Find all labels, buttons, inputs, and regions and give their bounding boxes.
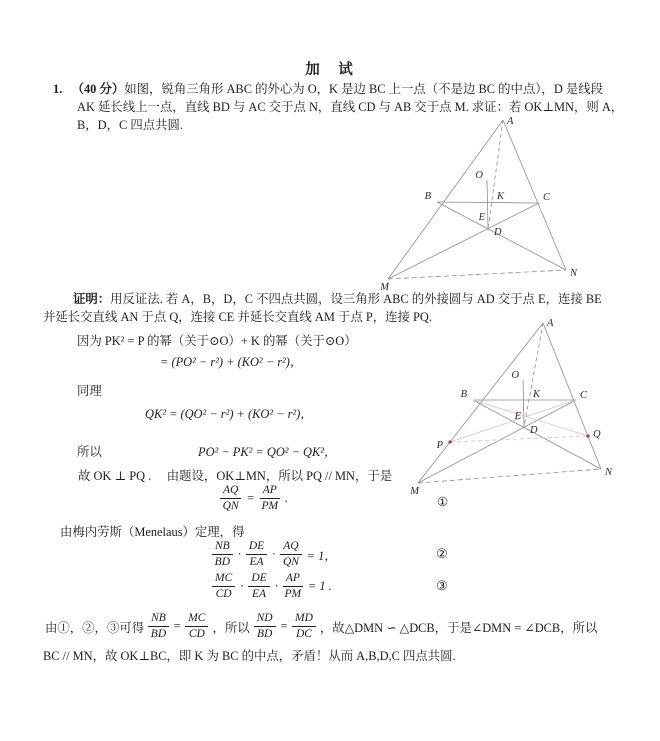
proof-okpq-line: 故 OK ⊥ PQ . 由题设，OK⊥MN，所以 PQ // MN，于是 [78, 469, 393, 483]
fraction-nb-bd-c: $\frac{NB}{BD}$ [148, 612, 169, 641]
fraction-mc-cd: $\frac{MC}{CD}$ [212, 572, 235, 601]
fraction-de-ea: $\frac{DE}{EA}$ [246, 540, 267, 569]
fig2-caption: ① [437, 495, 449, 509]
fraction-mc-cd-c: $\frac{MC}{CD}$ [185, 612, 208, 641]
proof-tongli: 同理 [77, 384, 102, 398]
fig1-label-K: K [497, 191, 505, 202]
fig2-label-A: A [547, 318, 554, 329]
problem-statement-line3: B，D，C 四点共圆. [77, 118, 184, 132]
proof-because-line: 因为 PK² = P 的幂（关于⊙O）+ K 的幂（关于⊙O） [77, 334, 357, 348]
fig2-label-N: N [605, 467, 613, 478]
fraction-ap-pm-2: $\frac{AP}{PM}$ [284, 572, 302, 600]
fig2-label-K: K [533, 389, 541, 400]
fig2-label-P: P [436, 440, 443, 451]
problem-number: 1. [53, 82, 63, 96]
fig2-label-C: C [580, 390, 588, 401]
problem-statement-line1: 1. （40 分）如图，锐角三角形 ABC 的外心为 O，K 是边 BC 上一点（不是边 BC 的中点），D 是线段 [53, 82, 604, 96]
fig1-label-O: O [475, 170, 483, 181]
geometry-figure-1 [375, 112, 587, 292]
fig2-label-B: B [460, 389, 467, 400]
equation-ratio: $\frac{AQ}{QN}$ = $\frac{AP}{PM}$ . [218, 484, 288, 513]
point-Q-dot [586, 434, 589, 437]
fraction-ap-pm: $\frac{AP}{PM}$ [261, 484, 279, 512]
page-title: 加 试 [305, 62, 355, 78]
equation-2: $\frac{NB}{BD}$ · $\frac{DE}{EA}$ · $\frac{AQ}{QN}$ = 1， [210, 540, 337, 569]
equation-3: $\frac{MC}{CD}$ · $\frac{DE}{EA}$ · $\frac{AP}{PM}$ = 1 . [210, 572, 332, 601]
equation-power-q: QK² = (QO² − r²) + (KO² − r²)， [145, 407, 313, 421]
problem-statement-line2: AK 延长线上一点，直线 BD 与 AC 交于点 N，直线 CD 与 AB 交于点 M. 求证：若 OK⊥MN，则 A， [77, 100, 624, 114]
fraction-aq-qn-2: $\frac{AQ}{QN}$ [280, 540, 301, 569]
problem-score: （40 分） [71, 82, 125, 96]
equation-power-p: = (PO² − r²) + (KO² − r²)， [160, 355, 303, 369]
fraction-de-ea-2: $\frac{DE}{EA}$ [248, 572, 269, 601]
point-P-dot [448, 440, 451, 443]
equation-2-label: ② [436, 546, 448, 561]
fig1-label-N: N [570, 268, 578, 279]
conclusion-line1: 由①，②，③可得 $\frac{NB}{BD}$ = $\frac{MC}{CD}$ ，所以 $\frac{ND}{BD}$ = $\frac{MD}{DC}$ ，故△DMN ∽ △DCB，于是∠DMN = ∠DCB，所以 [45, 612, 598, 640]
equation-difference: PO² − PK² = QO² − QK²， [198, 445, 337, 459]
fig1-label-E: E [478, 212, 485, 223]
fig1-label-M: M [380, 282, 389, 292]
fig2-label-D: D [530, 425, 538, 436]
fraction-nb-bd: $\frac{NB}{BD}$ [212, 540, 233, 569]
fraction-nd-bd-c: $\frac{ND}{BD}$ [254, 612, 276, 641]
proof-line1: 证明：用反证法. 若 A，B，D，C 不四点共圆，设三角形 ABC 的外接圆与 AD 交于点 E，连接 BE [73, 292, 602, 306]
equation-3-label: ③ [436, 578, 448, 593]
fig2-label-M: M [410, 486, 419, 497]
conclusion-line2: BC // MN，故 OK⊥BC，即 K 为 BC 的中点，矛盾！从而 A,B,D,C 四点共圆. [43, 649, 456, 663]
fig1-label-C: C [543, 192, 551, 203]
proof-line2: 并延长交直线 AN 于点 Q，连接 CE 并延长交直线 AM 于点 P，连接 PQ. [43, 310, 432, 324]
proof-suoyi: 所以 [77, 445, 102, 459]
fraction-aq-qn: $\frac{AQ}{QN}$ [220, 484, 241, 513]
fig1-label-B: B [424, 191, 431, 202]
proof-menelaus-line: 由梅内劳斯（Menelaus）定理，得 [60, 525, 245, 539]
geometry-figure-2 [403, 308, 641, 518]
fig2-label-Q: Q [593, 429, 601, 440]
fig2-label-E: E [514, 411, 521, 422]
fig2-label-O: O [511, 370, 519, 381]
fig1-label-A: A [507, 116, 514, 127]
proof-label: 证明： [73, 292, 111, 306]
fig1-label-D: D [494, 227, 502, 238]
fraction-md-dc-c: $\frac{MD}{DC}$ [292, 612, 316, 641]
